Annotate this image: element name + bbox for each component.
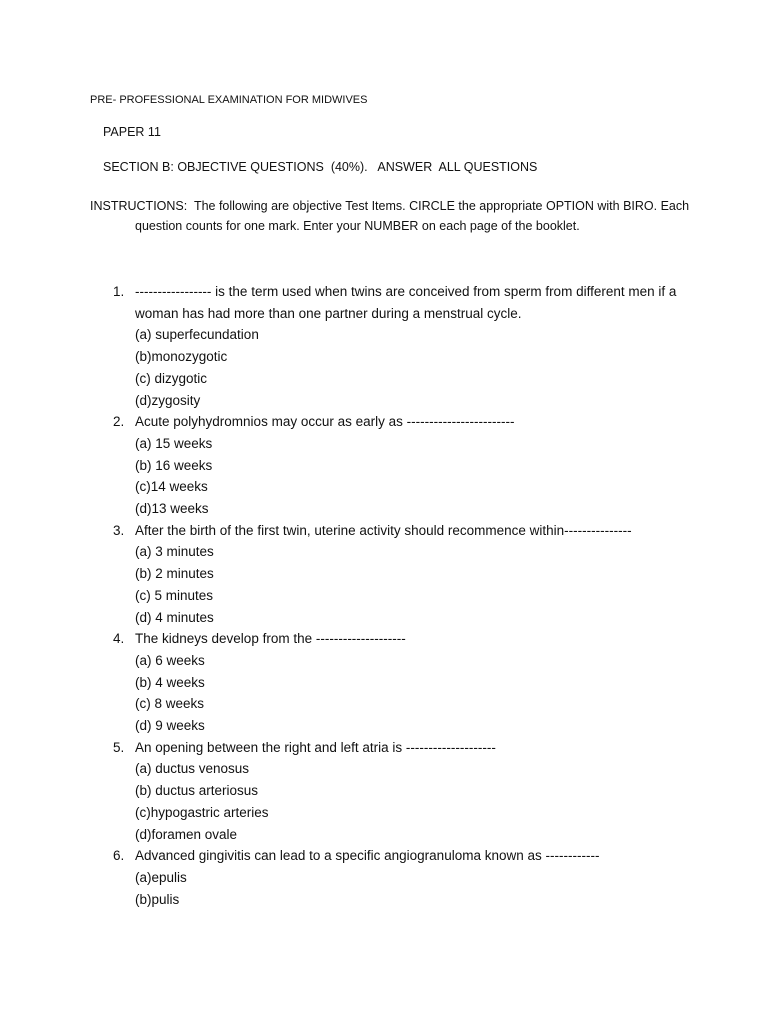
option-c[interactable]: (c) 5 minutes: [135, 587, 214, 603]
question-number: 6.: [113, 848, 125, 864]
question-3: [0, 520, 680, 629]
question-text: An opening between the right and left atria is --------------------: [135, 739, 496, 755]
paper-number: PAPER 11: [103, 125, 161, 139]
option-b[interactable]: (b)pulis: [135, 891, 180, 907]
instructions: [90, 196, 690, 236]
instructions-line-2: question counts for one mark. Enter your NUMBER on each page of the booklet.: [135, 219, 580, 233]
question-number: 5.: [113, 739, 125, 755]
instructions-line-1: INSTRUCTIONS: The following are objective Test Items. CIRCLE the appropriate OPTION with BIRO. Each: [90, 199, 690, 213]
option-d[interactable]: (d)zygosity: [135, 392, 201, 408]
question-1: [0, 281, 680, 411]
question-number: 1.: [113, 284, 125, 299]
option-d[interactable]: (d)foramen ovale: [135, 826, 238, 842]
option-a[interactable]: (a) ductus venosus: [135, 761, 250, 777]
option-c[interactable]: (c)14 weeks: [135, 479, 208, 495]
option-a[interactable]: (a) superfecundation: [135, 327, 259, 343]
question-6: [0, 845, 680, 910]
question-number: 4.: [113, 631, 125, 647]
section-heading: SECTION B: OBJECTIVE QUESTIONS (40%). ANSWER ALL QUESTIONS: [103, 160, 538, 174]
option-b[interactable]: (b) 16 weeks: [135, 457, 213, 473]
option-d[interactable]: (d) 9 weeks: [135, 718, 205, 734]
option-b[interactable]: (b) 4 weeks: [135, 674, 205, 690]
option-d[interactable]: (d)13 weeks: [135, 501, 209, 517]
option-a[interactable]: (a) 6 weeks: [135, 652, 205, 668]
option-a[interactable]: (a)epulis: [135, 869, 187, 885]
question-text: Advanced gingivitis can lead to a specific angiogranuloma known as ------------: [135, 848, 600, 864]
option-b[interactable]: (b) 2 minutes: [135, 566, 214, 582]
option-c[interactable]: (c) dizygotic: [135, 370, 208, 386]
option-b[interactable]: (b) ductus arteriosus: [135, 783, 259, 799]
question-list: [0, 281, 768, 910]
question-text: After the birth of the first twin, uterine activity should recommence within---------------: [135, 522, 632, 538]
exam-title: PRE- PROFESSIONAL EXAMINATION FOR MIDWIVES: [90, 94, 368, 106]
option-b[interactable]: (b)monozygotic: [135, 349, 228, 365]
question-number: 3.: [113, 522, 125, 538]
question-5: [0, 737, 680, 846]
question-4: [0, 628, 680, 737]
question-text: The kidneys develop from the --------------------: [135, 631, 406, 647]
option-d[interactable]: (d) 4 minutes: [135, 609, 214, 625]
option-a[interactable]: (a) 3 minutes: [135, 544, 214, 560]
option-c[interactable]: (c)hypogastric arteries: [135, 804, 269, 820]
option-a[interactable]: (a) 15 weeks: [135, 435, 213, 451]
option-c[interactable]: (c) 8 weeks: [135, 696, 205, 712]
question-2: [0, 411, 680, 520]
question-text: Acute polyhydromnios may occur as early as ------------------------: [135, 414, 515, 430]
question-text: ----------------- is the term used when twins are conceived from sperm from different men if a woman has had more than one partner during a menstrual cycle.: [135, 284, 677, 321]
question-number: 2.: [113, 414, 125, 430]
